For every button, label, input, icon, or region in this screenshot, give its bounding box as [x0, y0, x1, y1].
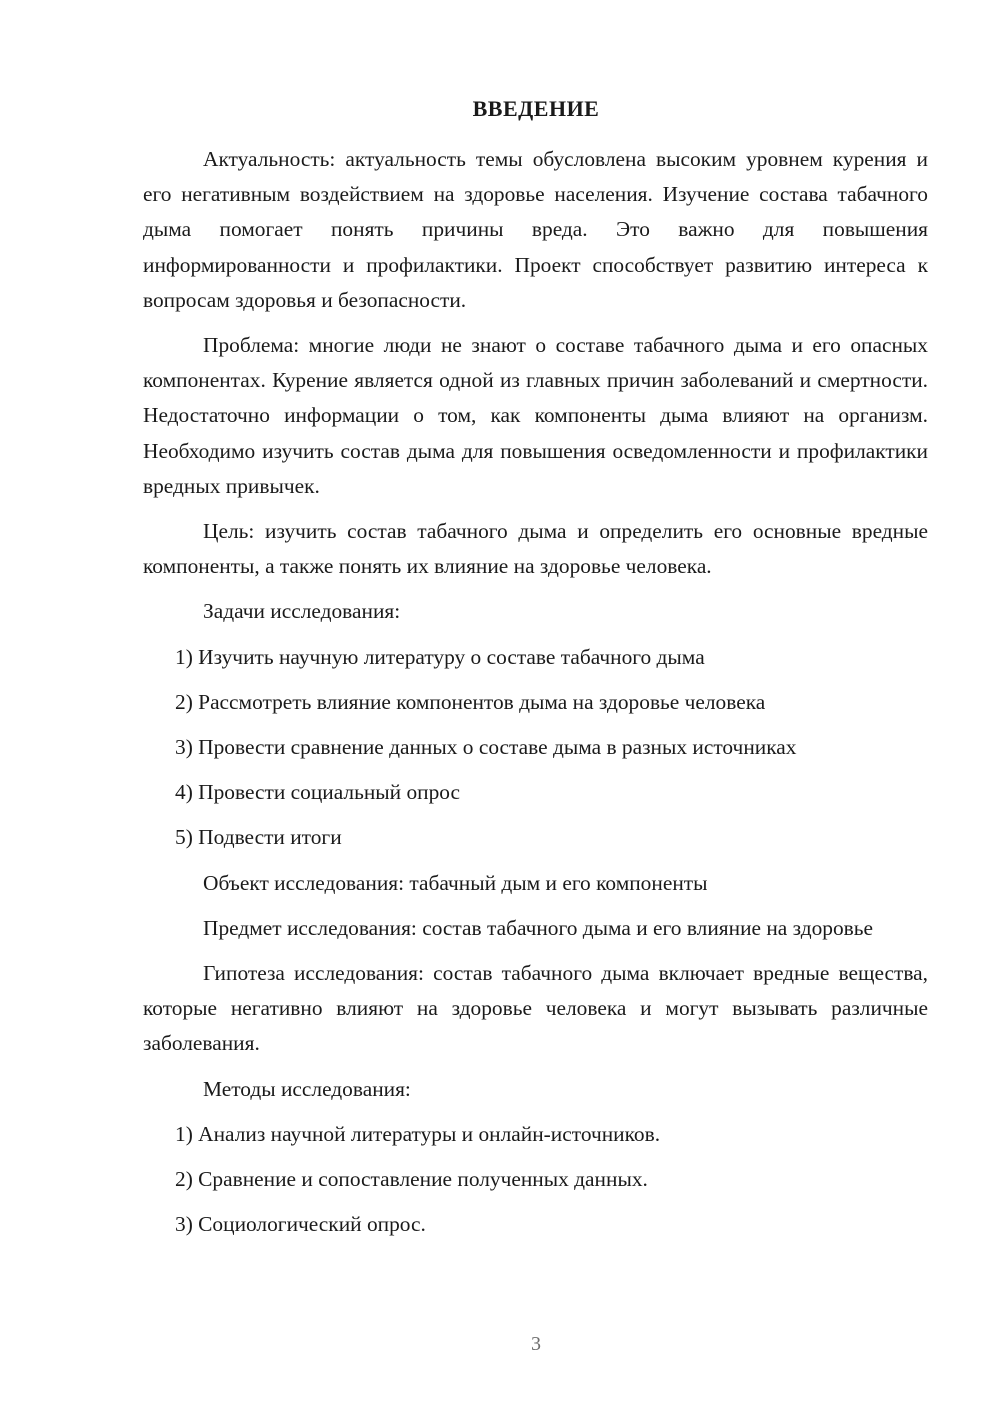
method-item: 1) Анализ научной литературы и онлайн-источников.	[175, 1121, 661, 1146]
problem-paragraph: Проблема: многие люди не знают о составе табачного дыма и его опасных компонентах. Курение является одной из главных причин заболеваний и смертности. Недостаточно информации о том, как компоненты дыма влияют на организм. Необходимо изучить состав дыма для повышения осведомленности и профилактики вредных привычек.	[143, 333, 928, 498]
section-heading: ВВЕДЕНИЕ	[472, 96, 600, 121]
goal-paragraph: Цель: изучить состав табачного дыма и определить его основные вредные компоненты, а также понять их влияние на здоровье человека.	[143, 519, 928, 579]
task-item: 5) Подвести итоги	[175, 825, 342, 850]
page-number: 3	[531, 1333, 541, 1355]
task-item: 2) Рассмотреть влияние компонентов дыма на здоровье человека	[175, 689, 766, 714]
method-item: 3) Социологический опрос.	[175, 1212, 426, 1237]
relevance-paragraph: Актуальность: актуальность темы обусловлена высоким уровнем курения и его негативным воздействием на здоровье населения. Изучение состава табачного дыма помогает понять причины вреда. Это важно для повышения информированности и профилактики. Проект способствует развитию интереса к вопросам здоровья и безопасности.	[143, 147, 928, 312]
task-item: 1) Изучить научную литературу о составе табачного дыма	[175, 644, 705, 669]
hypothesis-paragraph: Гипотеза исследования: состав табачного дыма включает вредные вещества, которые негативно влияют на здоровье человека и могут вызывать различные заболевания.	[143, 961, 928, 1056]
subject-paragraph: Предмет исследования: состав табачного дыма и его влияние на здоровье	[203, 915, 874, 940]
object-line: Объект исследования: табачный дым и его компоненты	[203, 870, 708, 895]
task-item: 4) Провести социальный опрос	[175, 780, 461, 805]
method-item: 2) Сравнение и сопоставление полученных данных.	[175, 1167, 648, 1192]
task-item: 3) Провести сравнение данных о составе дыма в разных источниках	[175, 735, 797, 760]
introduction-body	[143, 142, 928, 1242]
methods-title: Методы исследования:	[203, 1076, 411, 1101]
tasks-title: Задачи исследования:	[203, 599, 401, 624]
